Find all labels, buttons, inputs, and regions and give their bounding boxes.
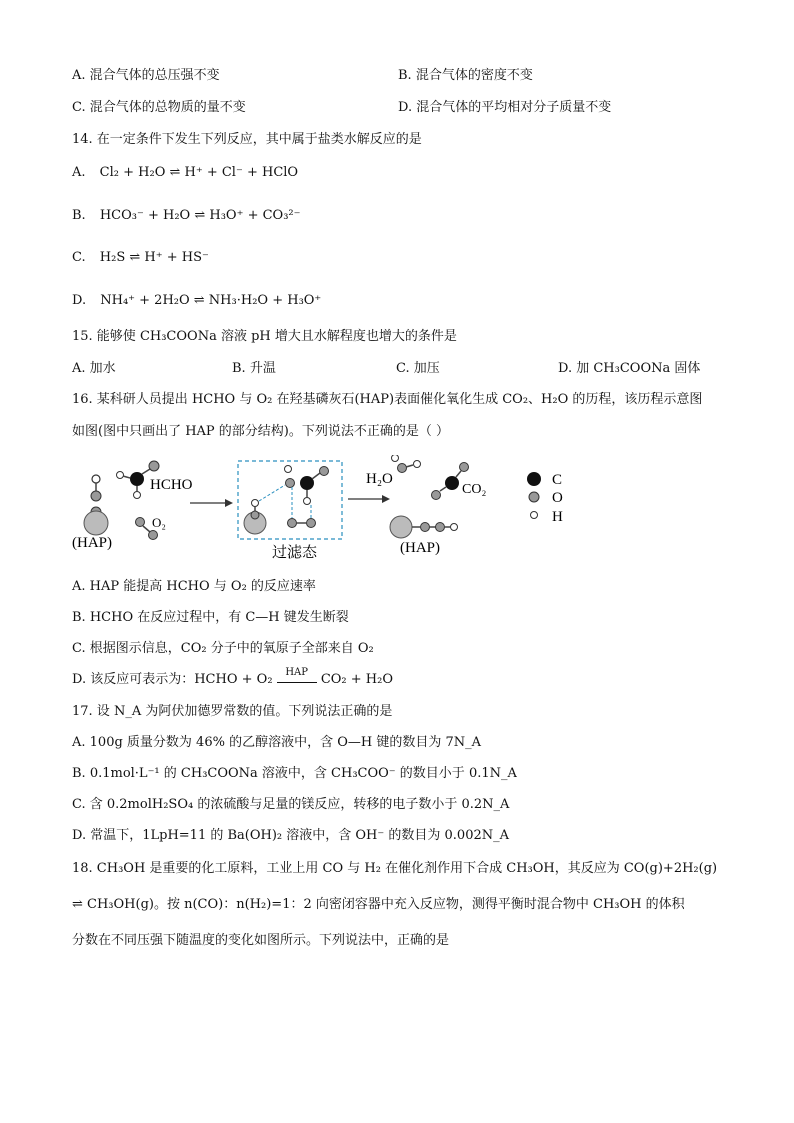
q14-stem: 14. 在一定条件下发生下列反应，其中属于盐类水解反应的是 — [72, 132, 422, 147]
q16-reaction-diagram — [60, 455, 620, 585]
q16-d-arrow — [277, 667, 317, 683]
q14-c-equation: H₂S ⇌ H⁺ + HS⁻ — [99, 250, 209, 265]
hcho-label: HCHO — [150, 477, 193, 493]
q13-option-b: B. 混合气体的密度不变 — [398, 68, 533, 83]
q16-stem-line2: 如图(图中只画出了 HAP 的部分结构)。下列说法不正确的是（ ） — [72, 424, 450, 439]
reaction-arrow-1 — [190, 499, 233, 507]
q18-stem-line3: 分数在不同压强下随温度的变化如图所示。下列说法中，正确的是 — [72, 933, 450, 948]
transition-state-label: 过滤态 — [272, 545, 318, 561]
q14-c-label: C. — [72, 250, 86, 265]
q14-b-label: B. — [72, 208, 86, 223]
q16-option-d — [72, 667, 393, 689]
q16-stem-line1: 16. 某科研人员提出 HCHO 与 O₂ 在羟基磷灰石(HAP)表面催化氧化生成 CO₂、H₂O 的历程，该历程示意图 — [72, 392, 703, 407]
q17-option-c: C. 含 0.2molH₂SO₄ 的浓硫酸与足量的镁反应，转移的电子数小于 0.2N_A — [72, 797, 510, 812]
q16-d-prefix: D. 该反应可表示为：HCHO + O₂ — [72, 672, 273, 687]
reaction-arrow-2 — [348, 495, 390, 503]
legend-hydrogen-swatch — [531, 512, 538, 519]
o2-molecule — [136, 515, 166, 540]
q13-option-d: D. 混合气体的平均相对分子质量不变 — [398, 100, 612, 115]
q17-option-d: D. 常温下，1LpH=11 的 Ba(OH)₂ 溶液中，含 OH⁻ 的数目为 0.002N_A — [72, 828, 510, 843]
hap-right-molecule — [390, 516, 458, 556]
q14-option-c — [72, 249, 209, 267]
q14-option-d — [72, 292, 321, 310]
h2o-molecule — [366, 455, 421, 487]
q16-d-suffix: CO₂ + H₂O — [320, 672, 393, 687]
legend-oxygen-swatch — [529, 492, 539, 502]
hcho-molecule — [117, 461, 193, 499]
q14-b-equation: HCO₃⁻ + H₂O ⇌ H₃O⁺ + CO₃²⁻ — [99, 208, 301, 223]
co2-label: CO₂ — [462, 482, 487, 497]
q14-d-label: D. — [72, 293, 87, 308]
q16-option-b: B. HCHO 在反应过程中，有 C—H 键发生断裂 — [72, 610, 349, 625]
q17-stem: 17. 设 N_A 为阿伏加德罗常数的值。下列说法正确的是 — [72, 704, 393, 719]
q16-d-condition: HAP — [285, 667, 308, 678]
atom-legend — [527, 472, 563, 525]
q13-option-c: C. 混合气体的总物质的量不变 — [72, 100, 246, 115]
co2-molecule — [432, 463, 487, 500]
q16-option-c: C. 根据图示信息，CO₂ 分子中的氧原子全部来自 O₂ — [72, 641, 374, 656]
q16-option-a: A. HAP 能提高 HCHO 与 O₂ 的反应速率 — [72, 579, 316, 594]
h2o-label: H₂O — [366, 471, 393, 487]
legend-carbon-swatch — [527, 472, 541, 486]
legend-carbon-label: C — [552, 472, 563, 488]
q15-stem: 15. 能够使 CH₃COONa 溶液 pH 增大且水解程度也增大的条件是 — [72, 329, 457, 344]
q14-option-b — [72, 207, 300, 225]
legend-oxygen-label: O — [552, 490, 563, 506]
q14-d-equation: NH₄⁺ + 2H₂O ⇌ NH₃·H₂O + H₃O⁺ — [100, 293, 322, 308]
hap-right-label: (HAP) — [400, 540, 440, 556]
hap-left-molecule — [72, 475, 112, 551]
q18-stem-line1: 18. CH₃OH 是重要的化工原料，工业上用 CO 与 H₂ 在催化剂作用下合成 CH₃OH，其反应为 CO(g)+2H₂(g) — [72, 861, 718, 876]
q14-option-a — [72, 164, 298, 182]
legend-hydrogen-label: H — [552, 509, 563, 525]
q15-option-a: A. 加水 — [72, 361, 116, 376]
q15-option-c: C. 加压 — [396, 361, 440, 376]
q15-option-b: B. 升温 — [232, 361, 276, 376]
q17-option-b: B. 0.1mol·L⁻¹ 的 CH₃COONa 溶液中，含 CH₃COO⁻ 的数目小于 0.1N_A — [72, 766, 517, 781]
q18-stem-line2: ⇌ CH₃OH(g)。按 n(CO)：n(H₂)=1：2 向密闭容器中充入反应物，测得平衡时混合物中 CH₃OH 的体积 — [72, 897, 685, 912]
q14-a-equation: Cl₂ + H₂O ⇌ H⁺ + Cl⁻ + HClO — [99, 165, 299, 180]
q14-a-label: A. — [72, 165, 86, 180]
transition-state — [238, 461, 342, 561]
q15-option-d: D. 加 CH₃COONa 固体 — [558, 361, 701, 376]
hap-left-label: (HAP) — [72, 535, 112, 551]
o2-label: O₂ — [152, 515, 166, 530]
q13-option-a: A. 混合气体的总压强不变 — [72, 68, 220, 83]
q17-option-a: A. 100g 质量分数为 46% 的乙醇溶液中，含 O—H 键的数目为 7N_A — [72, 735, 482, 750]
